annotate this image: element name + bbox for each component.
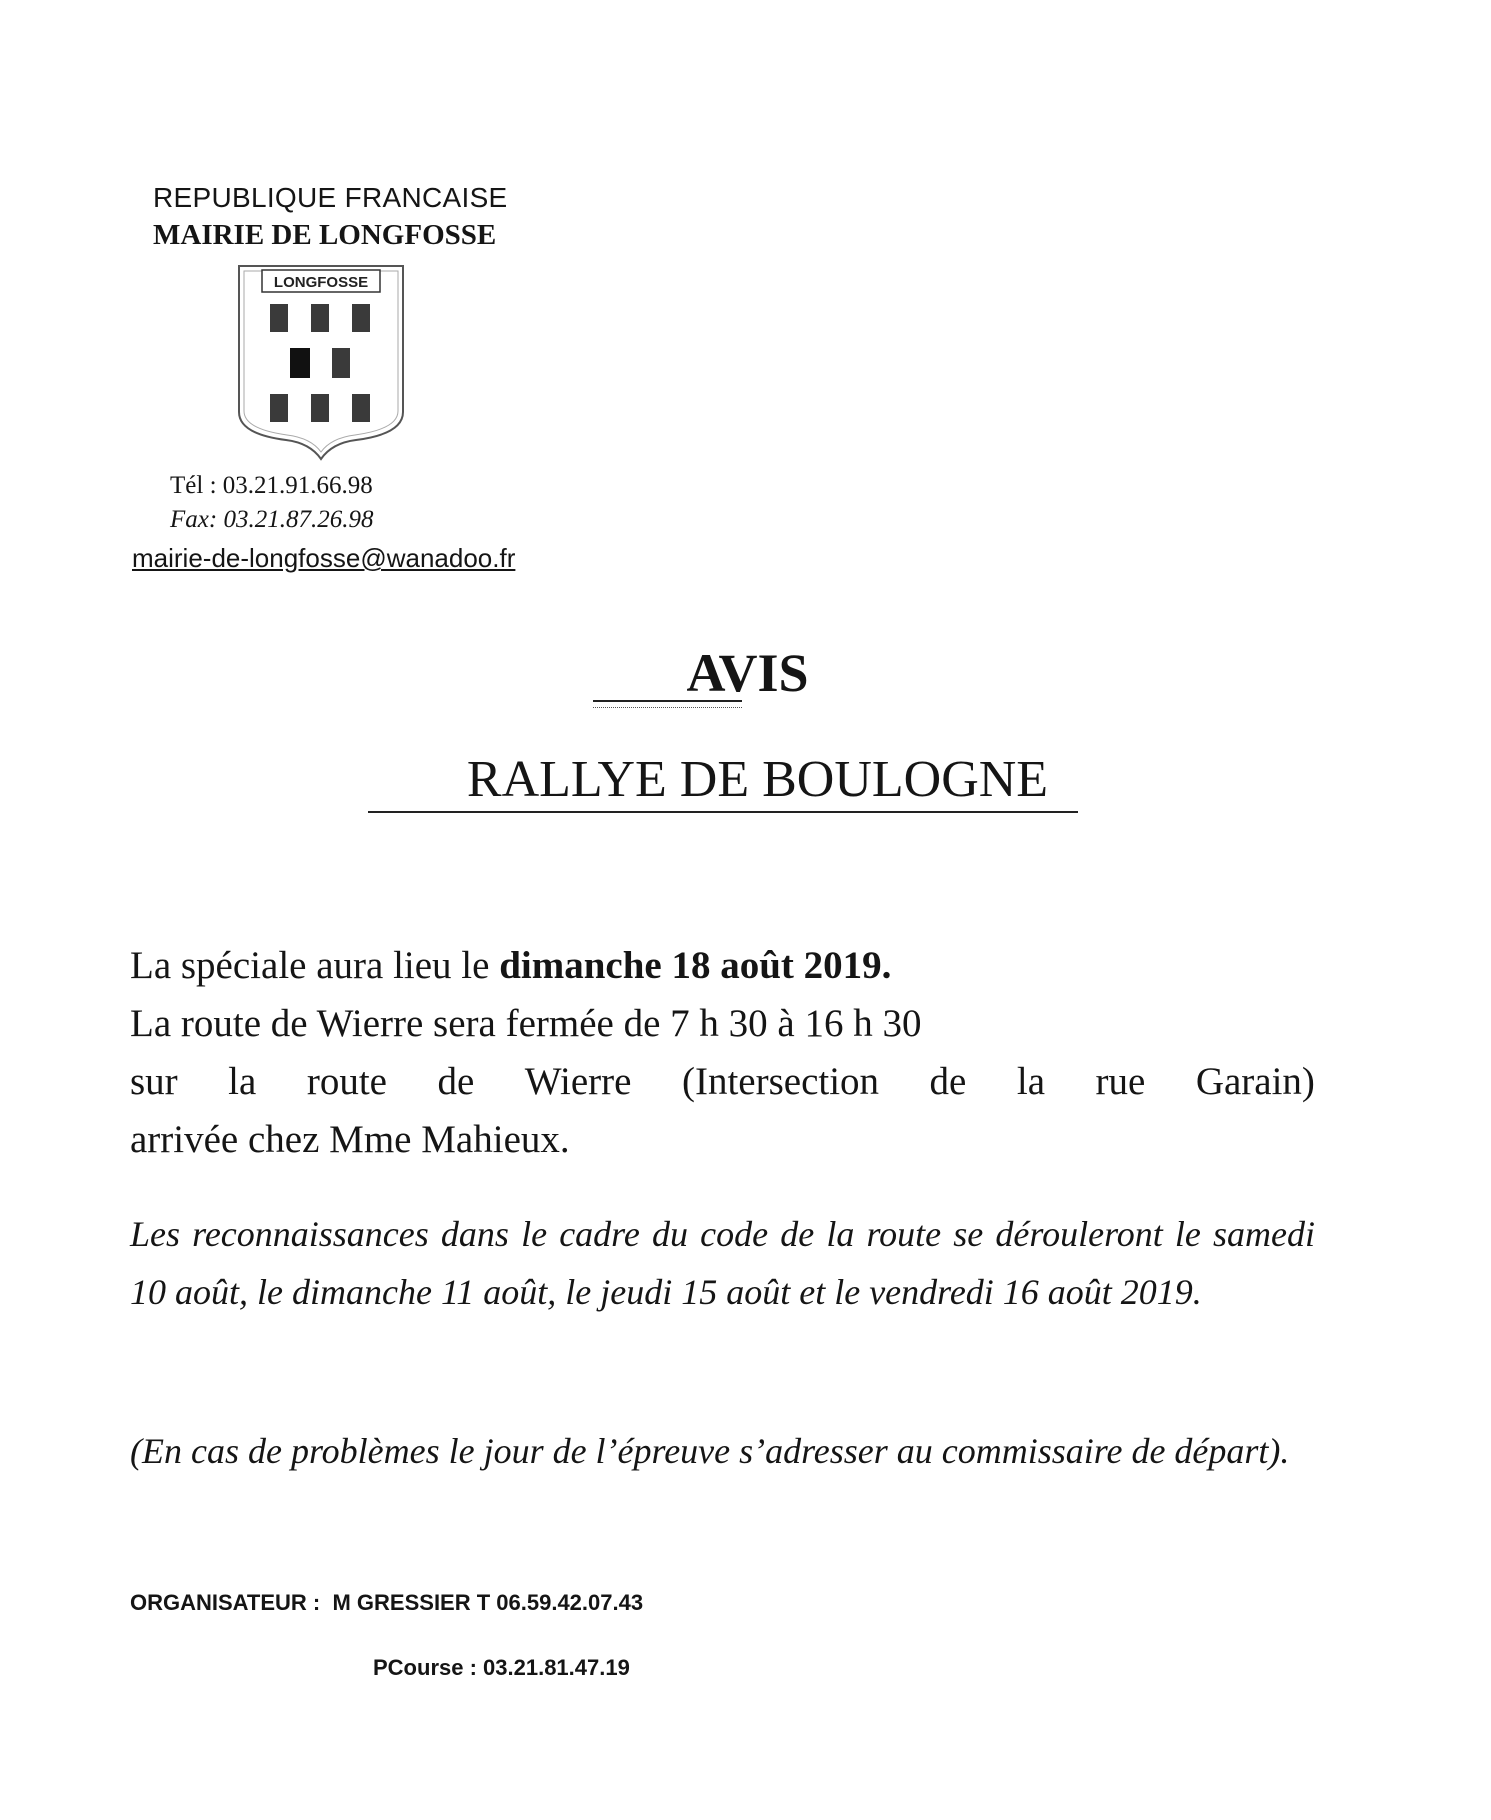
location-word: de bbox=[437, 1060, 475, 1103]
longfosse-coat-of-arms-icon bbox=[236, 262, 406, 462]
main-announcement bbox=[130, 937, 1315, 1169]
announcement-date-prefix: La spéciale aura lieu le bbox=[130, 944, 500, 987]
problems-text: (En cas de problèmes le jour de l’épreuve s’adresser au commissaire de départ). bbox=[130, 1431, 1290, 1471]
notice-title: AVIS bbox=[686, 643, 809, 703]
header-republique: REPUBLIQUE FRANCAISE bbox=[153, 182, 508, 213]
title-underline bbox=[593, 700, 742, 708]
location-word: Wierre bbox=[524, 1060, 632, 1103]
announcement-line-closure: La route de Wierre sera fermée de 7 h 30 à 16 h 30 bbox=[130, 1002, 922, 1045]
contact-telephone: Tél : 03.21.91.66.98 bbox=[170, 472, 373, 499]
announcement-date: dimanche 18 août 2019. bbox=[499, 944, 892, 987]
crest-banner-text: LONGFOSSE bbox=[273, 274, 369, 291]
problems-paragraph bbox=[130, 1422, 1315, 1480]
reconnaissances-text: Les reconnaissances dans le cadre du code de la route se dérouleront le samedi 10 août, le dimanche 11 août, le jeudi 15 août et le vendredi 16 août 2019. bbox=[130, 1214, 1315, 1312]
location-word: (Intersection bbox=[681, 1060, 880, 1103]
location-word: la bbox=[228, 1060, 257, 1103]
announcement-line-date bbox=[130, 937, 1315, 995]
organizer-contact: ORGANISATEUR : M GRESSIER T 06.59.42.07.43 bbox=[130, 1590, 644, 1615]
header-mairie: MAIRIE DE LONGFOSSE bbox=[153, 219, 497, 251]
location-word: de bbox=[929, 1060, 967, 1103]
contact-fax: Fax: 03.21.87.26.98 bbox=[170, 506, 374, 533]
pcourse-contact: PCourse : 03.21.81.47.19 bbox=[373, 1655, 630, 1680]
announcement-line-location bbox=[130, 1053, 1315, 1111]
subtitle-underline bbox=[368, 808, 1078, 813]
location-word: route bbox=[306, 1060, 387, 1103]
location-word: sur bbox=[130, 1060, 178, 1103]
location-word: rue bbox=[1095, 1060, 1146, 1103]
location-word: la bbox=[1016, 1060, 1046, 1103]
location-word: Garain) bbox=[1195, 1060, 1315, 1103]
notice-subtitle: RALLYE DE BOULOGNE bbox=[466, 751, 1049, 808]
contact-email[interactable]: mairie-de-longfosse@wanadoo.fr bbox=[132, 543, 516, 573]
announcement-line-arrival: arrivée chez Mme Mahieux. bbox=[130, 1118, 570, 1161]
reconnaissances-paragraph bbox=[130, 1205, 1315, 1321]
